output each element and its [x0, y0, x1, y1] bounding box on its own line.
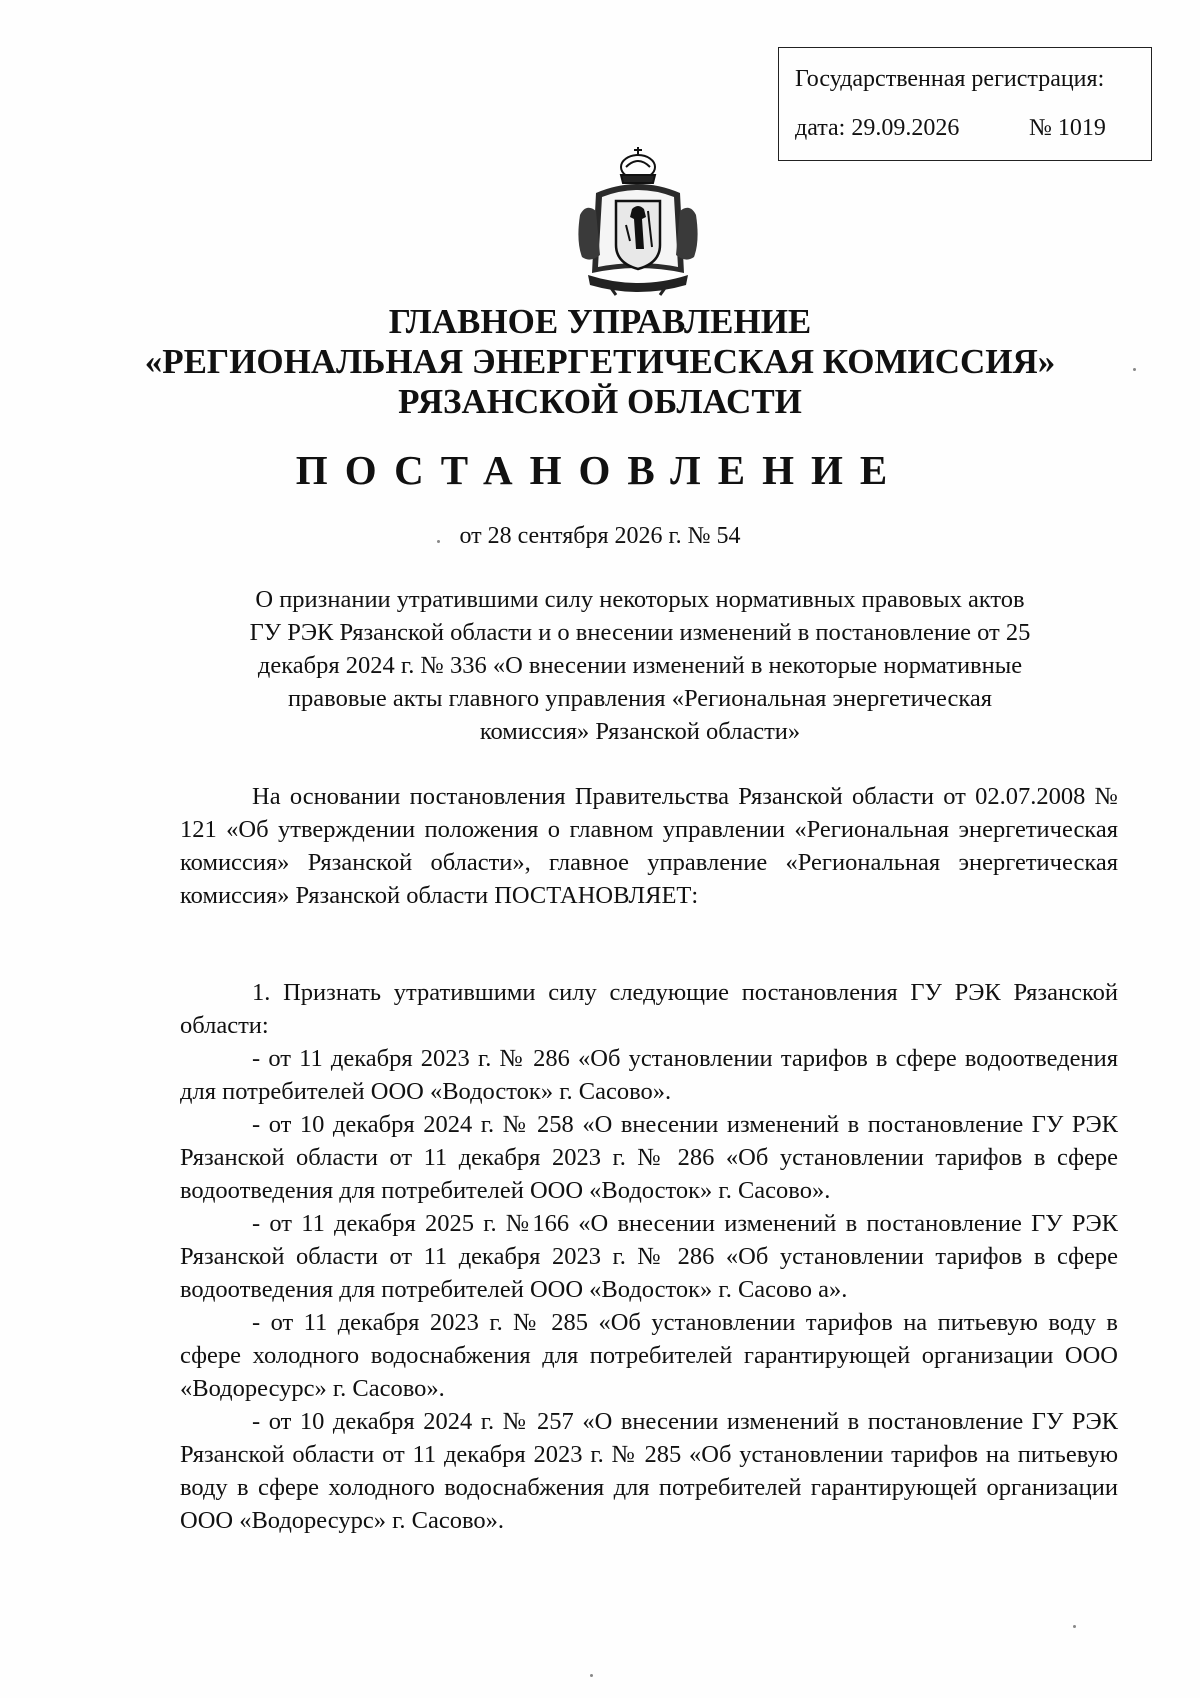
item-paragraph: 1. Признать утратившими силу следующие постановления ГУ РЭК Рязанской области: [180, 979, 1118, 1039]
item-paragraph: - от 11 декабря 2025 г. №166 «О внесении изменений в постановление ГУ РЭК Рязанской области от 11 декабря 2023 г. № 286 «Об установлении тарифов в сфере водоотведения для потребителей ООО «Водосток» г. Сасово а». [180, 1210, 1118, 1303]
scan-speck [1073, 1625, 1076, 1628]
item-paragraph: - от 10 декабря 2024 г. № 258 «О внесении изменений в постановление ГУ РЭК Рязанской области от 11 декабря 2023 г. № 286 «Об установлении тарифов в сфере водоотведения для потребителей ООО «Водосток» г. Сасово». [180, 1111, 1118, 1204]
item-paragraph: - от 11 декабря 2023 г. № 285 «Об установлении тарифов на питьевую воду в сфере холодного водоснабжения для потребителей гарантирующей организации ООО «Водоресурс» г. Сасово». [180, 1309, 1118, 1402]
organization-line-2: «РЕГИОНАЛЬНАЯ ЭНЕРГЕТИЧЕСКАЯ КОМИССИЯ» [144, 342, 1056, 381]
organization-name [100, 302, 1100, 422]
preamble-paragraph: На основании постановления Правительства Рязанской области от 02.07.2008 № 121 «Об утверждении положения о главном управлении «Региональная энергетическая комиссия» Рязанской области», главное управление «Региональная энергетическая комиссия» Рязанской области ПОСТАНОВЛЯЕТ: [180, 783, 1118, 909]
subject-line: правовые акты главного управления «Региональная энергетическая [287, 685, 993, 712]
registration-stamp [778, 47, 1152, 161]
subject-line: комиссия» Рязанской области» [479, 718, 801, 745]
subject-line: О признании утратившими силу некоторых нормативных правовых актов [255, 586, 1025, 613]
registration-date: дата: 29.09.2026 [795, 115, 960, 141]
organization-line-3: РЯЗАНСКОЙ ОБЛАСТИ [398, 382, 802, 421]
item-paragraph: - от 11 декабря 2023 г. № 286 «Об установлении тарифов в сфере водоотведения для потребителей ООО «Водосток» г. Сасово». [180, 1045, 1118, 1105]
scan-speck [590, 1674, 593, 1677]
resolution-items [180, 976, 1118, 1537]
registration-title: Государственная регистрация: [795, 66, 1105, 92]
ryazan-coat-of-arms-icon [566, 145, 710, 300]
subject-line: ГУ РЭК Рязанской области и о внесении изменений в постановление от 25 [249, 619, 1031, 646]
scan-speck [437, 540, 440, 543]
document-date-number: от 28 сентября 2026 г. № 54 [459, 523, 741, 549]
organization-line-1: ГЛАВНОЕ УПРАВЛЕНИЕ [388, 302, 812, 341]
subject-line: декабря 2024 г. № 336 «О внесении изменений в некоторые нормативные [257, 652, 1023, 679]
item-paragraph: - от 10 декабря 2024 г. № 257 «О внесении изменений в постановление ГУ РЭК Рязанской области от 11 декабря 2023 г. № 285 «Об установлении тарифов на питьевую воду в сфере холодного водоснабжения для потребителей гарантирующей организации ООО «Водоресурс» г. Сасово». [180, 1408, 1118, 1534]
scan-speck [1133, 368, 1136, 371]
document-subject [180, 583, 1100, 748]
document-type: ПОСТАНОВЛЕНИЕ [295, 447, 905, 493]
registration-number: № 1019 [1029, 115, 1106, 141]
preamble-section [180, 780, 1118, 912]
